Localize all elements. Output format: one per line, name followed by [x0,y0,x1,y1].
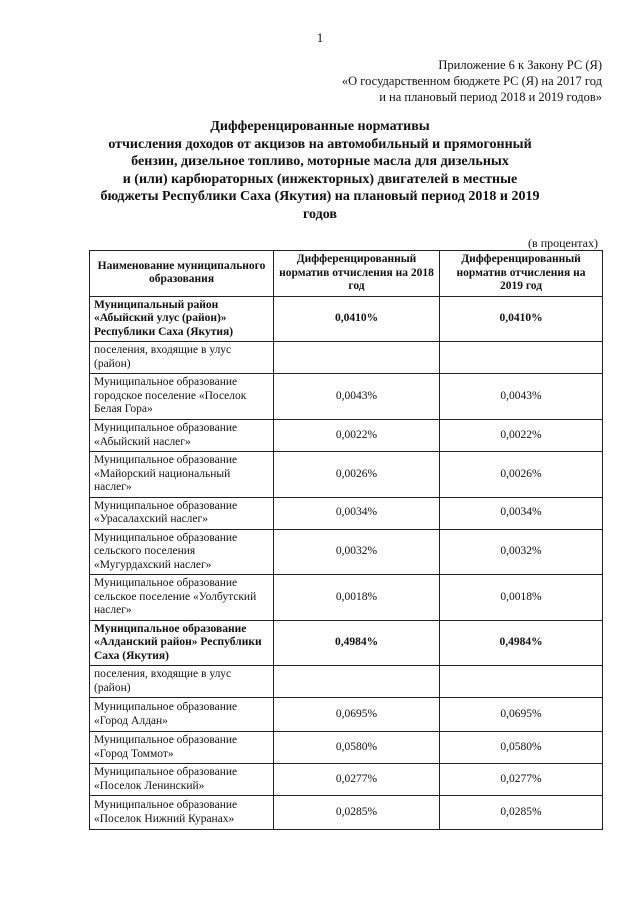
document-title [60,118,580,223]
municipality-name-cell: Муниципальное образование «Урасалахский наслег» [90,497,274,529]
table-body [90,296,603,830]
norm-2019-cell: 0,0043% [440,374,603,420]
appendix-reference [342,57,602,105]
title-line: отчисления доходов от акцизов на автомобильный и прямогонный [108,136,532,152]
norm-2019-cell: 0,0285% [440,796,603,830]
norm-2019-cell [440,342,603,374]
norm-2018-cell: 0,0032% [274,529,440,575]
norm-2018-cell: 0,0580% [274,732,440,764]
norm-2019-cell [440,666,603,698]
norm-2019-cell: 0,0022% [440,420,603,452]
municipality-name-cell: Муниципальное образование «Поселок Ленинский» [90,764,274,796]
municipality-name-cell: поселения, входящие в улус (район) [90,342,274,374]
municipality-name-cell: Муниципальное образование «Город Томмот» [90,732,274,764]
table-row [90,620,603,666]
municipality-name-cell: Муниципальное образование «Алданский район» Республики Саха (Якутия) [90,620,274,666]
appendix-line: и на плановый период 2018 и 2019 годов» [379,90,602,104]
norm-2018-cell: 0,0695% [274,698,440,732]
table-header-row [90,251,603,297]
norm-2019-cell: 0,0018% [440,575,603,621]
norm-2019-cell: 0,0026% [440,452,603,498]
table-row [90,452,603,498]
table-row [90,374,603,420]
column-header-2018: Дифференцированный норматив отчисления на 2018 год [274,251,440,297]
municipality-name-cell: Муниципальное образование «Абыйский наслег» [90,420,274,452]
table-row [90,764,603,796]
norm-2018-cell [274,666,440,698]
norm-2018-cell: 0,0034% [274,497,440,529]
column-header-municipality: Наименование муниципального образования [90,251,274,297]
table-row [90,732,603,764]
norm-2019-cell: 0,0032% [440,529,603,575]
title-line: годов [303,206,337,222]
norm-2018-cell: 0,0410% [274,296,440,342]
municipality-name-cell: Муниципальный район «Абыйский улус (район)» Республики Саха (Якутия) [90,296,274,342]
norm-2018-cell: 0,0277% [274,764,440,796]
table-row [90,575,603,621]
norm-2018-cell: 0,4984% [274,620,440,666]
table-row [90,296,603,342]
table-row [90,342,603,374]
municipality-name-cell: Муниципальное образование городское поселение «Поселок Белая Гора» [90,374,274,420]
table-row [90,698,603,732]
norm-2019-cell: 0,0695% [440,698,603,732]
table-row [90,529,603,575]
norm-2019-cell: 0,0277% [440,764,603,796]
table-row [90,796,603,830]
page-number: 1 [316,30,324,45]
municipality-name-cell: Муниципальное образование «Поселок Нижний Куранах» [90,796,274,830]
appendix-line: Приложение 6 к Закону РС (Я) [438,58,602,72]
norm-2018-cell: 0,0026% [274,452,440,498]
municipality-name-cell: Муниципальное образование «Майорский национальный наслег» [90,452,274,498]
column-header-2019: Дифференцированный норматив отчисления на 2019 год [440,251,603,297]
title-line: и (или) карбюраторных (инжекторных) двигателей в местные [122,171,518,187]
municipality-name-cell: поселения, входящие в улус (район) [90,666,274,698]
appendix-line: «О государственном бюджете РС (Я) на 2017 год [341,74,602,88]
norm-2019-cell: 0,0410% [440,296,603,342]
norm-2018-cell [274,342,440,374]
municipality-name-cell: Муниципальное образование сельское поселение «Уолбутский наслег» [90,575,274,621]
municipality-name-cell: Муниципальное образование «Город Алдан» [90,698,274,732]
table-row [90,420,603,452]
norms-table [89,250,603,830]
norm-2018-cell: 0,0043% [274,374,440,420]
norm-2019-cell: 0,0580% [440,732,603,764]
norm-2018-cell: 0,0022% [274,420,440,452]
norm-2019-cell: 0,4984% [440,620,603,666]
municipality-name-cell: Муниципальное образование сельского поселения «Мугурдахский наслег» [90,529,274,575]
norm-2018-cell: 0,0018% [274,575,440,621]
table-row [90,666,603,698]
units-note: (в процентах) [528,236,598,250]
table-row [90,497,603,529]
norm-2018-cell: 0,0285% [274,796,440,830]
title-line: бюджеты Республики Саха (Якутия) на плановый период 2018 и 2019 [100,189,540,204]
title-line: бензин, дизельное топливо, моторные масла для дизельных [131,154,509,169]
norm-2019-cell: 0,0034% [440,497,603,529]
title-line: Дифференцированные нормативы [210,119,430,134]
